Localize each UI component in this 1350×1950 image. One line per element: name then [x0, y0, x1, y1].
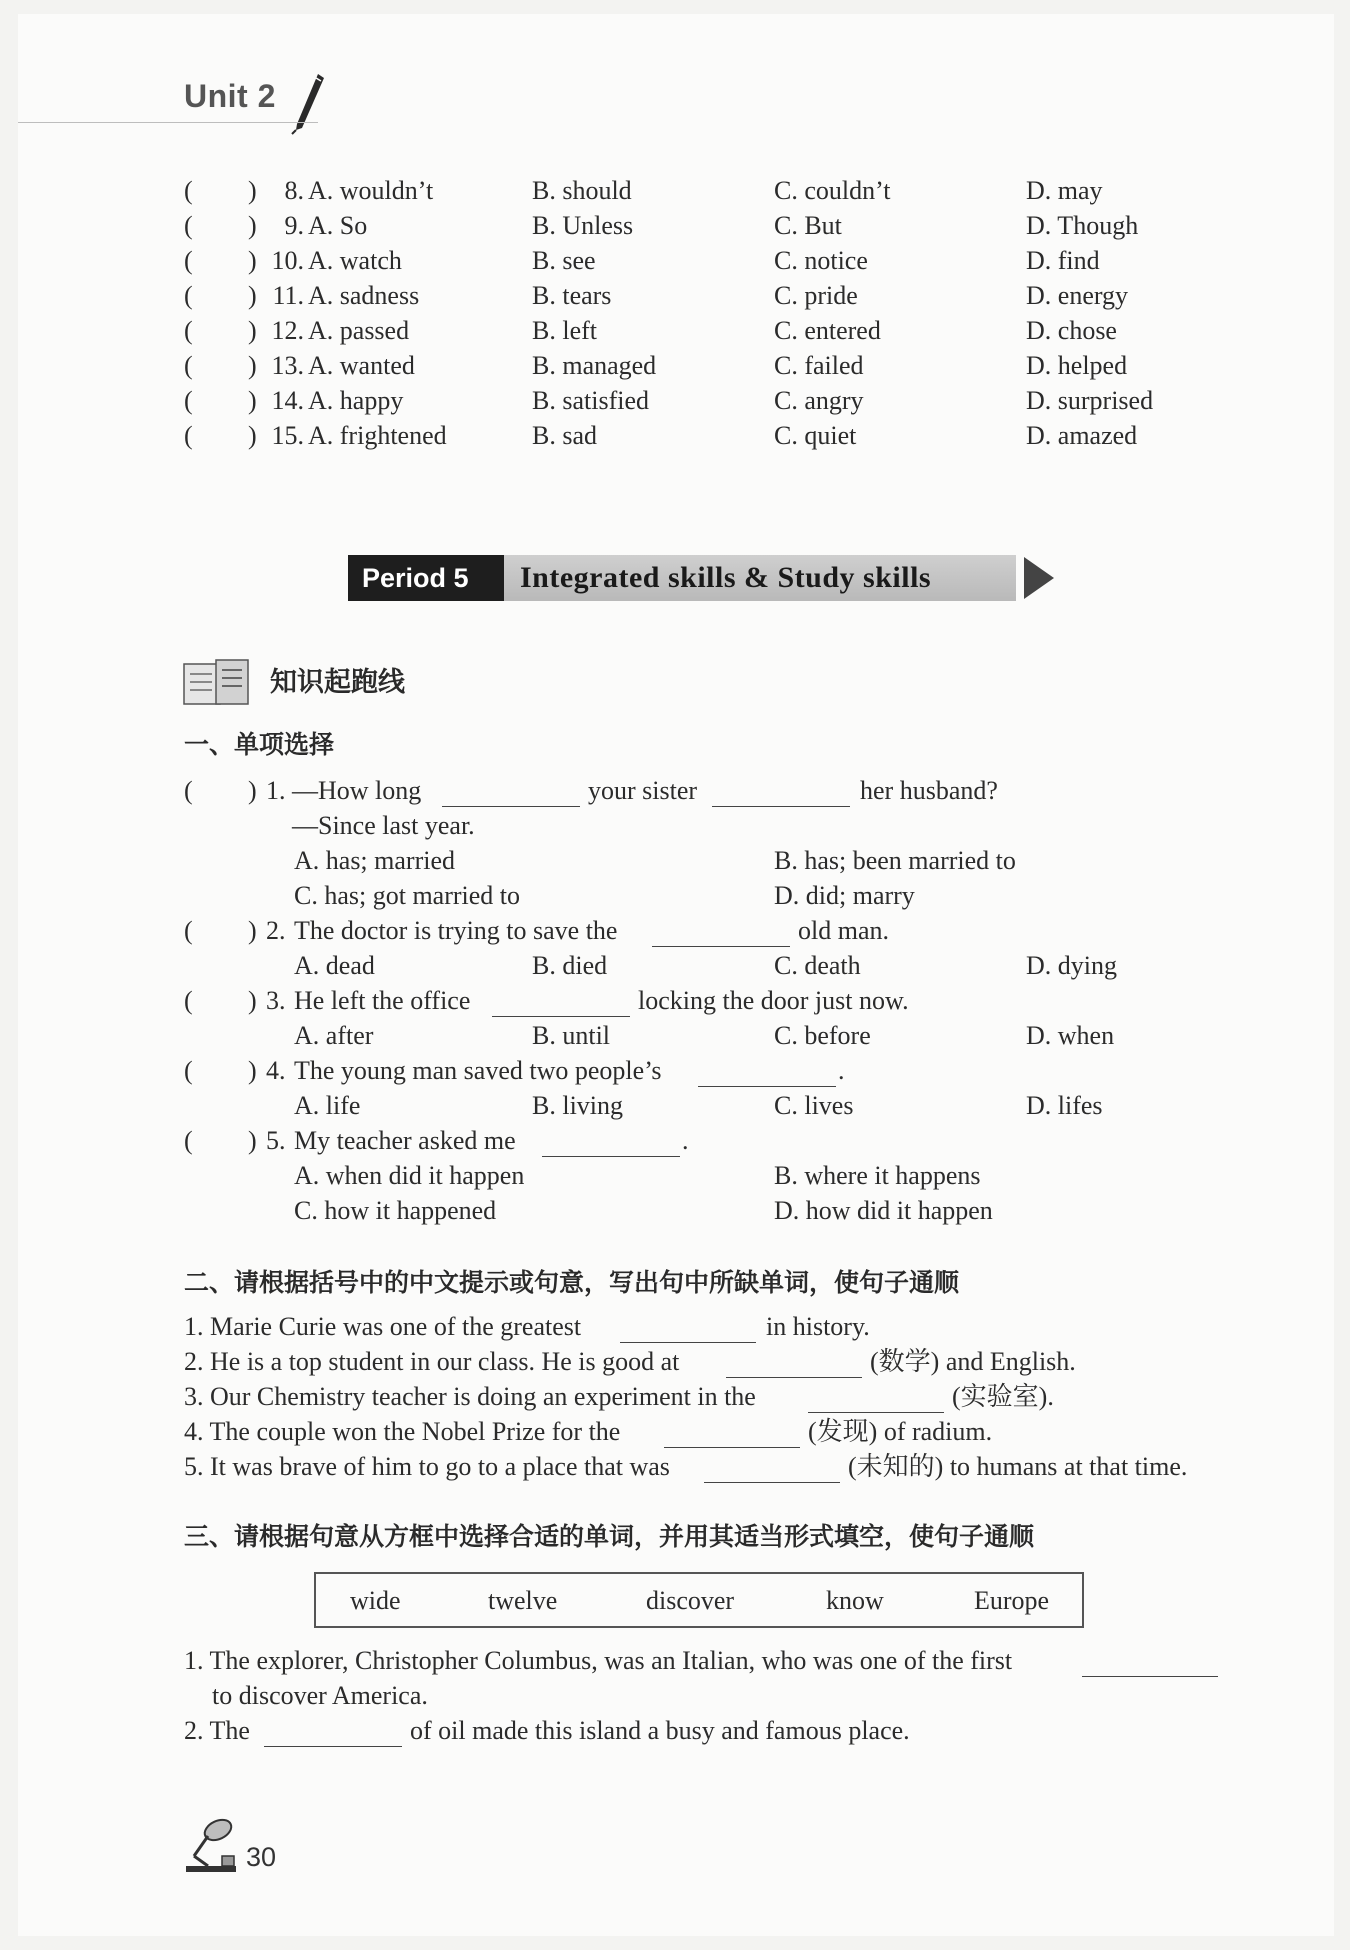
- mc-top-option-d: D. may: [1026, 176, 1103, 205]
- mc-top-number: 13.: [271, 351, 304, 380]
- mc-top-option-a: A. happy: [308, 386, 404, 415]
- word-box-item: discover: [646, 1586, 735, 1615]
- s2-item4-part2: (发现) of radium.: [808, 1417, 993, 1446]
- mc-top-option-a: A. frightened: [308, 421, 447, 450]
- answer-paren: (: [184, 776, 193, 805]
- mc-top-option-d: D. Though: [1026, 211, 1139, 240]
- mc-top-number: 9.: [284, 211, 304, 240]
- q1-reply: —Since last year.: [292, 811, 475, 840]
- q2-option-b: B. died: [532, 951, 608, 980]
- s2-item1-part1: 1. Marie Curie was one of the greatest: [184, 1312, 582, 1341]
- q3-part1: He left the office: [294, 986, 471, 1015]
- mc-top-option-d: D. surprised: [1026, 386, 1154, 415]
- period-title: Integrated skills & Study skills: [520, 561, 932, 594]
- q1-part1: —How long: [292, 776, 422, 805]
- q1-part2: your sister: [588, 776, 698, 805]
- q2-part1: The doctor is trying to save the: [294, 916, 618, 945]
- answer-paren: (: [184, 421, 193, 450]
- s2-item1-part2: in history.: [766, 1312, 870, 1341]
- header-rule: [18, 122, 318, 123]
- mc-top-option-b: B. see: [532, 246, 596, 275]
- q2-blank[interactable]: [652, 920, 790, 947]
- mc-top-number: 11.: [272, 281, 304, 310]
- mc-top-option-c: C. quiet: [774, 421, 857, 450]
- q5-option-a: A. when did it happen: [294, 1161, 525, 1190]
- answer-paren: (: [184, 386, 193, 415]
- answer-paren: ): [248, 386, 257, 415]
- mc-top-option-b: B. Unless: [532, 211, 634, 240]
- mc-top-option-a: A. watch: [308, 246, 402, 275]
- q1-blank-1[interactable]: [442, 780, 580, 807]
- section1-heading: 一、单项选择: [184, 730, 335, 759]
- q1-number: 1.: [266, 776, 286, 805]
- q1-blank-2[interactable]: [712, 780, 850, 807]
- mc-top-option-b: B. satisfied: [532, 386, 649, 415]
- mc-top-option-c: C. failed: [774, 351, 864, 380]
- mc-top-option-b: B. tears: [532, 281, 612, 310]
- answer-paren: (: [184, 316, 193, 345]
- answer-paren: ): [248, 351, 257, 380]
- answer-paren: (: [184, 281, 193, 310]
- q1-option-a: A. has; married: [294, 846, 456, 875]
- mc-top-option-a: A. sadness: [308, 281, 420, 310]
- q2-part2: old man.: [798, 916, 889, 945]
- answer-paren: ): [248, 246, 257, 275]
- mc-top-option-b: B. should: [532, 176, 632, 205]
- s3-q2-blank[interactable]: [264, 1720, 402, 1747]
- book-icon: [182, 658, 252, 708]
- q4-option-a: A. life: [294, 1091, 361, 1120]
- q5-option-c: C. how it happened: [294, 1196, 497, 1225]
- q3-option-a: A. after: [294, 1021, 374, 1050]
- answer-paren: ): [248, 176, 257, 205]
- mc-top-option-d: D. find: [1026, 246, 1100, 275]
- answer-paren: ): [248, 281, 257, 310]
- period-label: Period 5: [348, 555, 504, 601]
- word-box-item: Europe: [974, 1586, 1050, 1615]
- s3-q1-part1: 1. The explorer, Christopher Columbus, was an Italian, who was one of the first: [184, 1646, 1013, 1675]
- mc-top-option-d: D. chose: [1026, 316, 1117, 345]
- mc-top-option-c: C. couldn’t: [774, 176, 891, 205]
- word-box-item: know: [826, 1586, 884, 1615]
- word-box-item: twelve: [488, 1586, 558, 1615]
- q5-blank[interactable]: [542, 1130, 680, 1157]
- s3-q2-part1: 2. The: [184, 1716, 250, 1745]
- pen-icon: [288, 70, 328, 136]
- mc-top-option-a: A. wouldn’t: [308, 176, 434, 205]
- answer-paren: ): [248, 421, 257, 450]
- q5-option-b: B. where it happens: [774, 1161, 981, 1190]
- s2-item2-part2: (数学) and English.: [870, 1347, 1076, 1376]
- q4-blank[interactable]: [698, 1060, 836, 1087]
- q4-option-b: B. living: [532, 1091, 624, 1120]
- mc-top-option-c: C. angry: [774, 386, 864, 415]
- q3-blank[interactable]: [492, 990, 630, 1017]
- s2-item5-part1: 5. It was brave of him to go to a place that was: [184, 1452, 670, 1481]
- mc-top-number: 15.: [271, 421, 304, 450]
- answer-paren: ): [248, 211, 257, 240]
- q4-number: 4.: [266, 1056, 286, 1085]
- mc-top-option-d: D. helped: [1026, 351, 1128, 380]
- q1-option-d: D. did; marry: [774, 881, 915, 910]
- answer-paren: (: [184, 986, 193, 1015]
- answer-paren: ): [248, 776, 257, 805]
- s2-item2-blank[interactable]: [726, 1351, 862, 1378]
- page-number: 30: [246, 1842, 277, 1872]
- q5-part2: .: [682, 1126, 689, 1155]
- q4-option-d: D. lifes: [1026, 1091, 1103, 1120]
- answer-paren: (: [184, 1056, 193, 1085]
- mc-top-option-c: C. entered: [774, 316, 881, 345]
- mc-top-option-a: A. passed: [308, 316, 410, 345]
- q3-option-b: B. until: [532, 1021, 611, 1050]
- answer-paren: ): [248, 1126, 257, 1155]
- mc-top-number: 14.: [271, 386, 304, 415]
- s3-q1-blank[interactable]: [1082, 1650, 1218, 1677]
- mc-top-number: 10.: [271, 246, 304, 275]
- q3-option-d: D. when: [1026, 1021, 1115, 1050]
- mc-top-number: 8.: [284, 176, 304, 205]
- q4-part1: The young man saved two people’s: [294, 1056, 662, 1085]
- q2-option-a: A. dead: [294, 951, 375, 980]
- q2-number: 2.: [266, 916, 286, 945]
- knowledge-heading: 知识起跑线: [270, 667, 405, 698]
- answer-paren: (: [184, 246, 193, 275]
- s2-item3-part1: 3. Our Chemistry teacher is doing an experiment in the: [184, 1382, 756, 1411]
- answer-paren: (: [184, 351, 193, 380]
- q3-option-c: C. before: [774, 1021, 871, 1050]
- q5-option-d: D. how did it happen: [774, 1196, 993, 1225]
- mc-top-option-b: B. managed: [532, 351, 657, 380]
- s2-item4-part1: 4. The couple won the Nobel Prize for the: [184, 1417, 621, 1446]
- s2-item5-blank[interactable]: [704, 1456, 840, 1483]
- s2-item2-part1: 2. He is a top student in our class. He is good at: [184, 1347, 680, 1376]
- desk-lamp-icon: [182, 1816, 240, 1874]
- mc-top-number: 12.: [271, 316, 304, 345]
- answer-paren: ): [248, 916, 257, 945]
- s2-item1-blank[interactable]: [620, 1316, 756, 1343]
- period-arrow-icon: [1024, 557, 1054, 599]
- q5-part1: My teacher asked me: [294, 1126, 516, 1155]
- answer-paren: (: [184, 1126, 193, 1155]
- mc-top-option-d: D. energy: [1026, 281, 1129, 310]
- mc-top-option-c: C. notice: [774, 246, 868, 275]
- mc-top-option-b: B. left: [532, 316, 597, 345]
- mc-top-option-a: A. wanted: [308, 351, 415, 380]
- s2-item3-part2: (实验室).: [952, 1382, 1054, 1411]
- mc-top-option-b: B. sad: [532, 421, 597, 450]
- q3-part2: locking the door just now.: [638, 986, 909, 1015]
- s3-q2-part2: of oil made this island a busy and famous place.: [410, 1716, 910, 1745]
- q3-number: 3.: [266, 986, 286, 1015]
- answer-paren: ): [248, 316, 257, 345]
- answer-paren: (: [184, 916, 193, 945]
- q1-option-b: B. has; been married to: [774, 846, 1016, 875]
- q1-option-c: C. has; got married to: [294, 881, 521, 910]
- q1-part3: her husband?: [860, 776, 998, 805]
- s3-q1-part2: to discover America.: [212, 1681, 428, 1710]
- q4-part2: .: [838, 1056, 845, 1085]
- s2-item3-blank[interactable]: [808, 1386, 944, 1413]
- mc-top-option-c: C. pride: [774, 281, 858, 310]
- answer-paren: ): [248, 986, 257, 1015]
- mc-top-option-d: D. amazed: [1026, 421, 1138, 450]
- q2-option-d: D. dying: [1026, 951, 1117, 980]
- section3-heading: 三、请根据句意从方框中选择合适的单词，并用其适当形式填空，使句子通顺: [184, 1522, 1035, 1551]
- mc-top-option-a: A. So: [308, 211, 368, 240]
- q5-number: 5.: [266, 1126, 286, 1155]
- mc-top-option-c: C. But: [774, 211, 842, 240]
- s2-item5-part2: (未知的) to humans at that time.: [848, 1452, 1188, 1481]
- answer-paren: (: [184, 211, 193, 240]
- answer-paren: ): [248, 1056, 257, 1085]
- q4-option-c: C. lives: [774, 1091, 854, 1120]
- answer-paren: (: [184, 176, 193, 205]
- word-box: [314, 1572, 1084, 1628]
- section2-heading: 二、请根据括号中的中文提示或句意，写出句中所缺单词，使句子通顺: [184, 1268, 960, 1297]
- q2-option-c: C. death: [774, 951, 861, 980]
- unit-title: Unit 2: [184, 78, 276, 114]
- word-box-item: wide: [350, 1586, 401, 1615]
- s2-item4-blank[interactable]: [664, 1421, 800, 1448]
